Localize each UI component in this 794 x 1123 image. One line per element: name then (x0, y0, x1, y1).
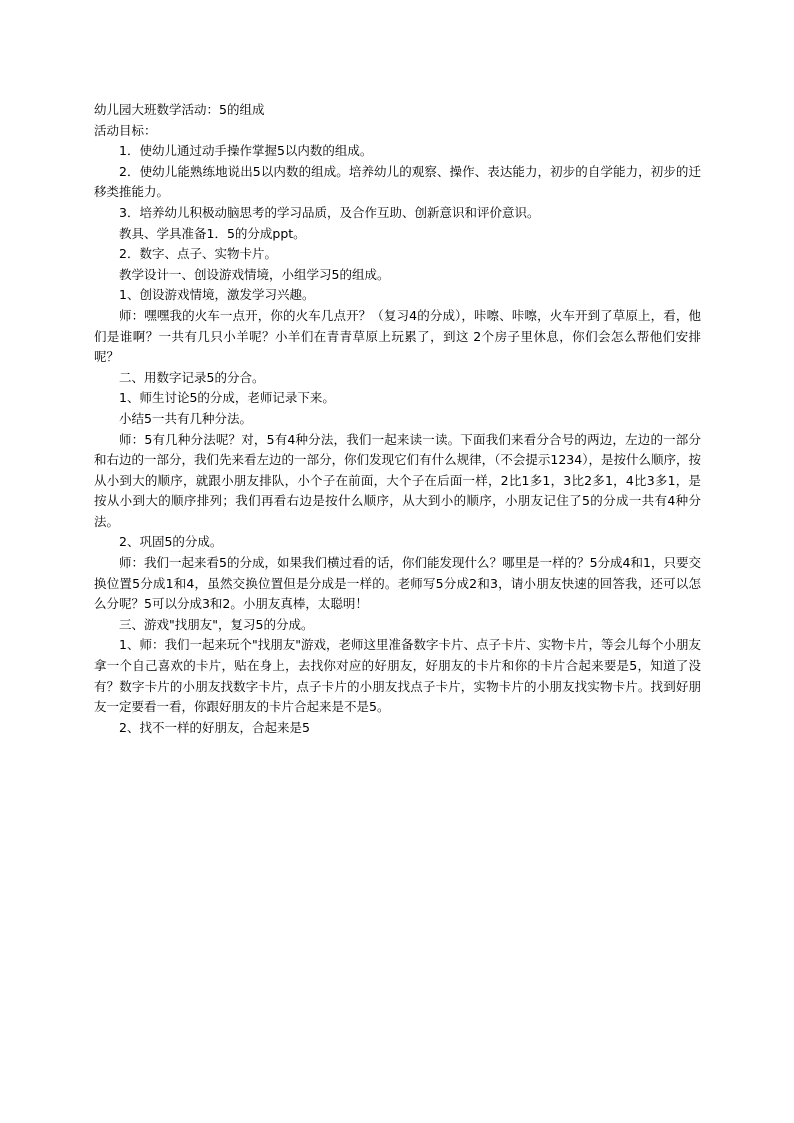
section-heading-goals: 活动目标： (94, 122, 157, 138)
teacher-script-game: 1、师：我们一起来玩个"找朋友"游戏，老师这里准备数字卡片、点子卡片、实物卡片，等会儿每个小朋友拿一个自己喜欢的卡片，贴在身上，去找你对应的好朋友，好朋友的卡片和你的卡片合起来要是5，知道了没有？数字卡片的小朋友找数字卡片，点子卡片的小朋友找点子卡片，实物卡片的小朋友找实物卡片。找到好朋友一定要看一看，你跟好朋友的卡片合起来是不是5。 (94, 637, 701, 715)
design-step-3-2: 2、找不一样的好朋友，合起来是5 (119, 719, 310, 735)
goal-item-3: 3．培养幼儿积极动脑思考的学习品质，及合作互助、创新意识和评价意识。 (119, 204, 540, 220)
teacher-script-consolidate: 师：我们一起来看5的分成，如果我们横过看的话，你们能发现什么？哪里是一样的？5分成4和1，只要交换位置5分成1和4，虽然交换位置但是分成是一样的。老师写5分成2和3，请小朋友快速的回答我，还可以怎么分呢？5可以分成3和2。小朋友真棒，太聪明！ (94, 555, 701, 612)
design-step-1-1: 1、创设游戏情境，激发学习兴趣。 (119, 287, 315, 303)
teacher-script-methods: 师：5有几种分法呢？对，5有4种分法，我们一起来读一读。下面我们来看分合号的两边，左边的一部分和右边的一部分，我们先来看左边的一部分，你们发现它们有什么规律，（不会提示1234），是按什么顺序，按从小到大的顺序，就跟小朋友排队，小个子在前面，大个子在后面一样，2比1多1，3比2多1，4比3多1，是按从小到大的顺序排列；我们再看右边是按什么顺序，从大到小的顺序，小朋友记住了5的分成一共有4种分法。 (94, 431, 701, 529)
design-step-2-2: 2、巩固5的分成。 (119, 534, 223, 550)
design-step-2-1: 1、师生讨论5的分成，老师记录下来。 (119, 390, 335, 406)
materials-item-2: 2．数字、点子、实物卡片。 (119, 246, 277, 262)
materials-item-1: 教具、学具准备1．5的分成ppt。 (119, 225, 306, 241)
teacher-script-train: 师：嘿嘿我的火车一点开，你的火车几点开？（复习4的分成），咔嚓、咔嚓，火车开到了草原上，看，他们是谁啊？一共有几只小羊呢？小羊们在青青草原上玩累了，到这 2个房子里休息，你们会怎么帮他们安排呢？ (94, 307, 701, 365)
document-title: 幼儿园大班数学活动：5的组成 (94, 102, 265, 117)
design-section-3-heading: 三、游戏"找朋友"，复习5的分成。 (119, 616, 314, 632)
design-section-1-heading: 教学设计一、创设游戏情境，小组学习5的组成。 (119, 266, 390, 282)
design-section-2-heading: 二、用数字记录5的分合。 (119, 369, 265, 385)
goal-item-2: 2．使幼儿能熟练地说出5以内数的组成。培养幼儿的观察、操作、表达能力，初步的自学能力，初步的迁移类推能力。 (94, 163, 701, 200)
document-body (94, 100, 701, 738)
goal-item-1: 1．使幼儿通过动手操作掌握5以内数的组成。 (119, 143, 373, 159)
summary-line: 小结5一共有几种分法。 (119, 410, 252, 426)
